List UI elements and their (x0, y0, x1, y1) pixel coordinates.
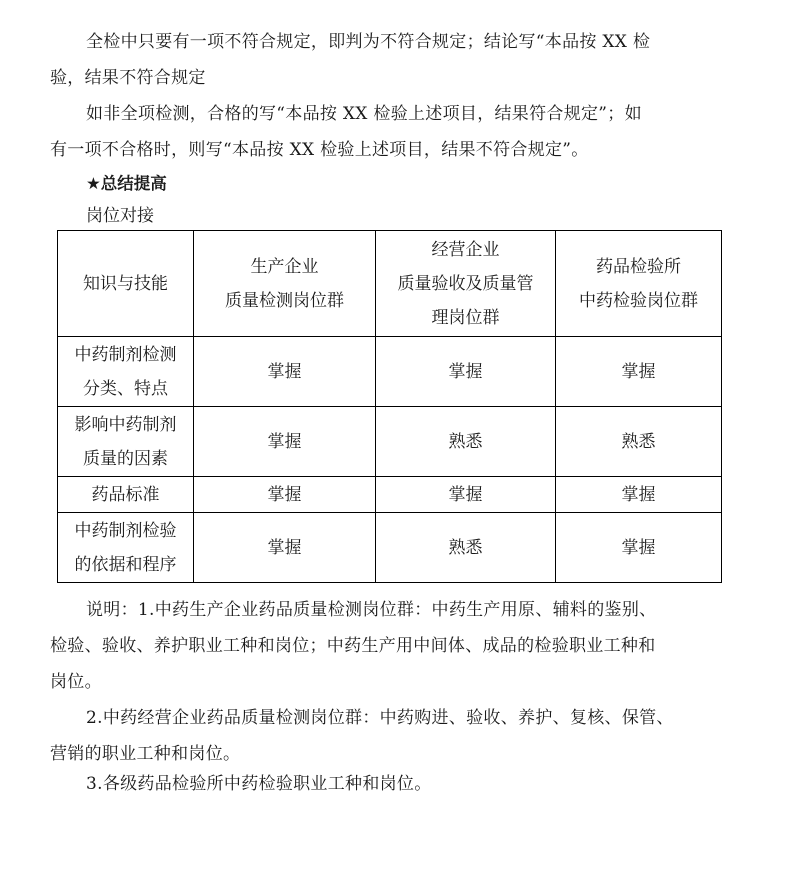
intro-paragraph-2 (50, 96, 718, 168)
table-row (58, 477, 722, 513)
skill-cell (58, 477, 194, 513)
header-text: 知识与技能 (83, 273, 168, 294)
note-3 (50, 766, 718, 802)
header-text: 中药检验岗位群 (579, 290, 698, 311)
skill-text: 质量的因素 (83, 448, 168, 469)
text-line: 验，结果不符合规定 (50, 68, 206, 88)
skill-cell (58, 513, 194, 583)
business-cell: 掌握 (376, 477, 556, 513)
institute-cell: 掌握 (556, 337, 722, 407)
header-text: 质量检测岗位群 (225, 290, 344, 311)
skill-text: 的依据和程序 (74, 554, 177, 575)
text-line: 说明：1.中药生产企业药品质量检测岗位群：中药生产用原、辅料的鉴别、 (86, 600, 657, 620)
header-text: 质量验收及质量管 (397, 273, 534, 294)
business-cell: 熟悉 (376, 407, 556, 477)
header-text: 经营企业 (431, 239, 500, 260)
header-text: 药品检验所 (596, 256, 681, 277)
note-2 (50, 700, 718, 772)
header-text: 生产企业 (250, 256, 319, 277)
section-heading: ★总结提高 (86, 174, 167, 193)
skill-text: 药品标准 (91, 484, 160, 505)
note-1 (50, 592, 718, 700)
text-line: 全检中只要有一项不符合规定，即判为不符合规定；结论写“本品按 XX 检 (86, 32, 651, 52)
table-header-row (58, 231, 722, 337)
table-row (58, 407, 722, 477)
text-line: 2.中药经营企业药品质量检测岗位群：中药购进、验收、养护、复核、保管、 (86, 708, 674, 728)
header-cell-business (376, 231, 556, 337)
production-cell: 掌握 (194, 477, 376, 513)
institute-cell: 掌握 (556, 477, 722, 513)
production-cell: 掌握 (194, 513, 376, 583)
skill-cell (58, 407, 194, 477)
skill-text: 中药制剂检验 (74, 520, 177, 541)
skill-text: 影响中药制剂 (74, 414, 177, 435)
text-line: 检验、验收、养护职业工种和岗位；中药生产用中间体、成品的检验职业工种和 (50, 636, 656, 656)
institute-cell: 熟悉 (556, 407, 722, 477)
table-row (58, 337, 722, 407)
table-row (58, 513, 722, 583)
business-cell: 掌握 (376, 337, 556, 407)
text-line: 3.各级药品检验所中药检验职业工种和岗位。 (86, 774, 432, 794)
skill-text: 中药制剂检测 (74, 344, 177, 365)
position-table (57, 230, 722, 583)
text-line: 如非全项检测，合格的写“本品按 XX 检验上述项目，结果符合规定”；如 (86, 104, 642, 124)
business-cell: 熟悉 (376, 513, 556, 583)
header-cell-institute (556, 231, 722, 337)
institute-cell: 掌握 (556, 513, 722, 583)
text-line: 营销的职业工种和岗位。 (50, 744, 241, 764)
header-cell-production (194, 231, 376, 337)
text-line: 有一项不合格时，则写“本品按 XX 检验上述项目，结果不符合规定”。 (50, 140, 589, 160)
skill-cell (58, 337, 194, 407)
section-subheading: 岗位对接 (86, 206, 154, 226)
skill-text: 分类、特点 (83, 378, 168, 399)
intro-paragraph-1 (50, 24, 718, 96)
header-cell-skills (58, 231, 194, 337)
production-cell: 掌握 (194, 337, 376, 407)
header-text: 理岗位群 (431, 307, 500, 328)
text-line: 岗位。 (50, 672, 102, 692)
production-cell: 掌握 (194, 407, 376, 477)
